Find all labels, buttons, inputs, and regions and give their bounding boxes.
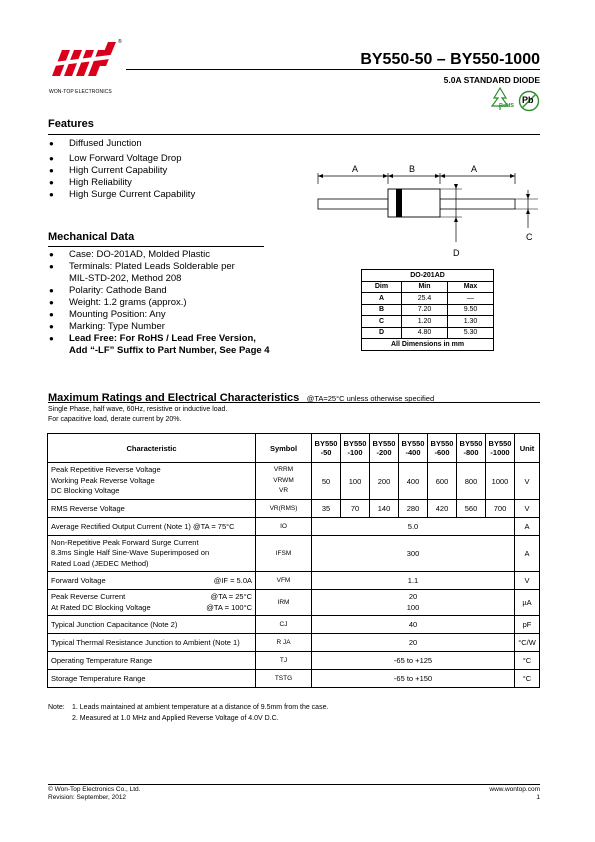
features-list [48,138,195,201]
note-item: 2. Measured at 1.0 MHz and Applied Reverse Voltage of 4.0V D.C. [72,715,279,722]
list-item: ● Case: DO-201AD, Molded Plastic [48,249,270,261]
package-outline-diagram [310,160,545,260]
unit-cell: °C [515,670,540,688]
dim-cell: 1.30 [448,316,494,328]
note-item: 1. Leads maintained at ambient temperature at a distance of 9.5mm from the case. [72,704,329,711]
col-header-part: BY550 -200 [370,434,399,463]
list-item: ● High Reliability [48,177,195,189]
col-header-part: BY550 -800 [457,434,486,463]
char-cell: RMS Reverse Voltage [48,500,256,518]
table-row [48,670,540,688]
unit-cell: A [515,518,540,536]
table-row [48,634,540,652]
symbol-cell: TJ [256,652,312,670]
list-item: ● Weight: 1.2 grams (approx.) [48,297,270,309]
list-item: Add “-LF” Suffix to Part Number, See Page 4 [69,345,270,356]
col-header-part: BY550 -100 [341,434,370,463]
col-header-part: BY550 -1000 [486,434,515,463]
footer-website[interactable]: www.wontop.com [489,786,540,793]
dim-cell: 1.20 [402,316,448,328]
unit-cell: µA [515,590,540,616]
registered-mark: ® [118,39,122,45]
notes [48,702,328,724]
page-subtitle: 5.0A STANDARD DIODE [443,75,540,85]
dim-cell: C [362,316,402,328]
list-item: ● Terminals: Plated Leads Solderable per [48,261,270,273]
list-item: ● Marking: Type Number [48,321,270,333]
dim-header: Dim [362,281,402,293]
value-cell: -65 to +125 [312,652,515,670]
dim-table-title: DO-201AD [362,270,494,282]
unit-cell: °C/W [515,634,540,652]
col-header-characteristic: Characteristic [48,434,256,463]
value-cell: 200 [370,463,399,500]
char-cell: Typical Junction Capacitance (Note 2) [48,616,256,634]
dim-cell: A [362,293,402,305]
value-cell: 140 [370,500,399,518]
col-header-part: BY550 -600 [428,434,457,463]
table-row [48,536,540,572]
table-row [362,304,494,316]
value-cell: 800 [457,463,486,500]
symbol-cell: VR(RMS) [256,500,312,518]
dim-label-c: C [526,232,533,242]
unit-cell: V [515,572,540,590]
header-rule [126,69,540,70]
ratings-note-1: Single Phase, half wave, 60Hz, resistive or inductive load. [48,406,228,413]
dim-cell: 7.20 [402,304,448,316]
char-cell: Non-Repetitive Peak Forward Surge Current 8.3ms Single Half Sine-Wave Superimposed on Rated Load (JEDEC Method) [48,536,256,572]
table-row [362,327,494,339]
footer-copyright: © Won-Top Electronics Co., Ltd. [48,786,141,793]
dimension-table [361,269,494,351]
dim-label-a2: A [471,164,478,174]
list-item: ● High Current Capability [48,165,195,177]
table-row [48,572,540,590]
footer-page-number: 1 [536,794,540,801]
dim-cell: 25.4 [402,293,448,305]
unit-cell: V [515,500,540,518]
page-title: BY550-50 – BY550-1000 [360,51,540,68]
value-cell: 420 [428,500,457,518]
col-header-unit: Unit [515,434,540,463]
list-item: ● Low Forward Voltage Drop [48,153,195,165]
dim-label-d: D [453,248,460,258]
value-cell: 300 [312,536,515,572]
unit-cell: °C [515,652,540,670]
dim-header: Max [448,281,494,293]
table-row [362,293,494,305]
char-cell: Typical Thermal Resistance Junction to Ambient (Note 1) [48,634,256,652]
mechanical-list [48,249,270,357]
dim-label-b: B [409,164,416,174]
rohs-badge [490,86,518,112]
ratings-title: Maximum Ratings and Electrical Characteristics [48,392,300,404]
symbol-cell: R JA [256,634,312,652]
value-cell: 1000 [486,463,515,500]
char-cell: Operating Temperature Range [48,652,256,670]
table-row [48,518,540,536]
col-header-part: BY550 -50 [312,434,341,463]
features-title: Features [48,118,94,130]
value-cell: 35 [312,500,341,518]
list-item: ● High Surge Current Capability [48,189,195,201]
table-row [48,652,540,670]
value-cell: 600 [428,463,457,500]
unit-cell: A [515,536,540,572]
ratings-rule [48,402,540,403]
value-cell: 50 [312,463,341,500]
features-rule [48,134,540,135]
value-cell: 280 [399,500,428,518]
symbol-cell: IO [256,518,312,536]
symbol-cell: TSTG [256,670,312,688]
dim-cell: D [362,327,402,339]
unit-cell: pF [515,616,540,634]
value-cell: 70 [341,500,370,518]
table-row [362,316,494,328]
char-cell: Peak Reverse Current @TA = 25°C At Rated DC Blocking Voltage @TA = 100°C [48,590,256,616]
ratings-heading [48,388,434,406]
char-cell: Forward Voltage @IF = 5.0A [48,572,256,590]
dim-cell: 9.50 [448,304,494,316]
table-row [48,500,540,518]
ratings-condition: @TA=25°C unless otherwise specified [306,394,435,403]
dim-cell: 4.80 [402,327,448,339]
value-cell: 5.0 [312,518,515,536]
dim-cell: B [362,304,402,316]
dim-header: Min [402,281,448,293]
list-item: ● Diffused Junction [48,138,195,150]
unit-cell: V [515,463,540,500]
table-row [48,616,540,634]
value-cell: 40 [312,616,515,634]
ratings-note-2: For capacitive load, derate current by 20%. [48,416,182,423]
pb-label: Pb [522,95,534,105]
value-cell: 20 [312,634,515,652]
dim-label-a1: A [352,164,359,174]
wontop-logo-icon [48,40,123,90]
col-header-symbol: Symbol [256,434,312,463]
table-row [48,463,540,500]
notes-label: Note: [48,704,65,711]
symbol-cell: VFM [256,572,312,590]
value-cell: -65 to +150 [312,670,515,688]
list-item: ● Polarity: Cathode Band [48,285,270,297]
symbol-cell: CJ [256,616,312,634]
footer-rule [48,784,540,785]
table-row [48,590,540,616]
symbol-cell: IRM [256,590,312,616]
rohs-label: RoHS [499,103,514,109]
dim-table-footer: All Dimensions in mm [362,339,494,351]
char-cell: Average Rectified Output Current (Note 1) @TA = 75°C [48,518,256,536]
char-cell: Storage Temperature Range [48,670,256,688]
list-item: ● Mounting Position: Any [48,309,270,321]
col-header-part: BY550 -400 [399,434,428,463]
value-cell: 20 100 [312,590,515,616]
mechanical-rule [48,246,264,247]
mechanical-title: Mechanical Data [48,231,135,243]
dim-cell: 5.30 [448,327,494,339]
value-cell: 100 [341,463,370,500]
value-cell: 700 [486,500,515,518]
ratings-table [47,433,540,688]
dim-cell: — [448,293,494,305]
list-item: MIL-STD-202, Method 208 [69,273,182,284]
footer-revision: Revision: September, 2012 [48,794,127,801]
value-cell: 1.1 [312,572,515,590]
symbol-cell: IFSM [256,536,312,572]
company-name: WON-TOP ELECTRONICS [49,89,112,95]
symbol-cell: VRRM VRWM VR [256,463,312,500]
diode-outline-drawing [310,160,545,260]
char-cell: Peak Repetitive Reverse Voltage Working Peak Reverse Voltage DC Blocking Voltage [48,463,256,500]
list-item: ● Lead Free: For RoHS / Lead Free Version, [48,333,270,345]
pb-free-badge [518,90,540,112]
value-cell: 560 [457,500,486,518]
value-cell: 400 [399,463,428,500]
company-logo [48,40,123,90]
